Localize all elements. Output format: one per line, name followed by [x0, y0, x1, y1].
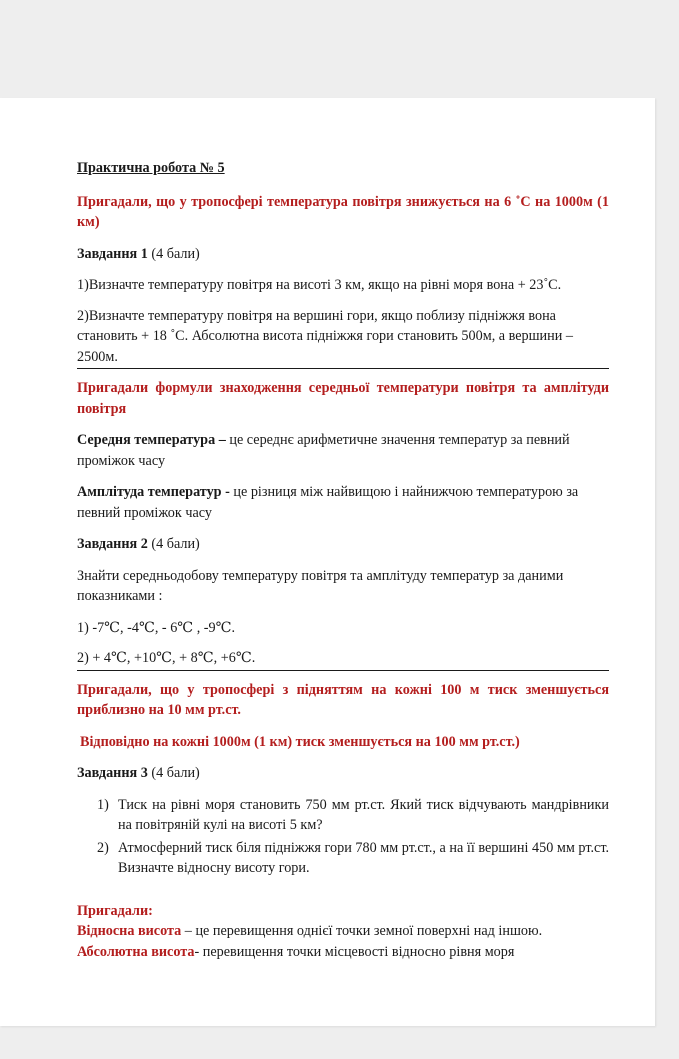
task3-points: (4 бали): [147, 765, 200, 781]
definition-mean-text: це середнє арифметичне значення температур за певний проміжок часу: [77, 432, 570, 469]
task3-item-number: 1): [97, 796, 109, 813]
recall-relative-height: [77, 921, 609, 942]
definition-amplitude-term: Амплітуда температур -: [77, 484, 230, 500]
task2-heading: Завдання 2: [77, 536, 148, 552]
reminder-pressure-gradient: Пригадали, що у тропосфері з підняттям на кожні 100 м тиск зменшується приблизно на 10 мм рт.ст.: [77, 681, 609, 718]
task2-data-row-2: 2) + 4℃, +10℃, + 8℃, +6℃.: [77, 648, 609, 671]
task1-question-2: 2)Визначте температуру повітря на вершині гори, якщо поблизу підніжжя вона становить + 18 ˚С. Абсолютна висота підніжжя гори становить 500м, а вершини – 2500м.: [77, 306, 609, 370]
reminder-temperature-gradient: Пригадали, що у тропосфері температура повітря знижується на 6 ˚С на 1000м (1 км): [77, 193, 609, 230]
reminder-pressure-per-km: Відповідно на кожні 1000м (1 км) тиск зменшується на 100 мм рт.ст.): [80, 733, 520, 750]
task3-item-number: 2): [97, 839, 109, 856]
definition-amplitude-text: це різниця між найвищою і найнижчою температурою за певний проміжок часу: [77, 484, 579, 521]
task3-heading: Завдання 3: [77, 765, 148, 781]
document-page: [0, 98, 655, 1026]
task2-heading-line: [77, 534, 609, 555]
task3-heading-line: [77, 763, 609, 784]
task1-heading: Завдання 1: [77, 245, 148, 262]
recall-absolute-term: Абсолютна висота: [77, 943, 195, 960]
reminder-formulas: Пригадали формули знаходження середньої температури повітря та амплітуди повітря: [77, 380, 609, 417]
recall-absolute-text: - перевищення точки місцевості відносно рівня моря: [194, 943, 515, 960]
definition-mean-temperature: [77, 430, 609, 471]
task3-item-text: Тиск на рівні моря становить 750 мм рт.ст. Який тиск відчувають мандрівники на повітряній кулі на висоті 5 км?: [118, 796, 609, 833]
recall-absolute-height: [77, 942, 609, 963]
task3-list: [77, 795, 609, 879]
recall-relative-text: – це перевищення однієї точки земної поверхні над іншою.: [181, 923, 543, 939]
task3-item-1: [77, 795, 609, 836]
definition-mean-term: Середня температура –: [77, 432, 226, 448]
definition-amplitude: [77, 482, 609, 523]
task3-item-text: Атмосферний тиск біля підніжжя гори 780 мм рт.ст., а на її вершині 450 мм рт.ст. Визначте відносну висоту гори.: [118, 839, 609, 876]
document-content: [77, 158, 609, 962]
task1-heading-line: [77, 244, 609, 265]
task3-item-2: [77, 838, 609, 879]
recall-relative-term: Відносна висота: [77, 923, 182, 939]
task2-text: Знайти середньодобову температуру повітря та амплітуду температур за даними показниками :: [77, 567, 564, 604]
task2-data-row-1: 1) -7℃, -4℃, - 6℃ , -9℃.: [77, 619, 236, 636]
task2-points: (4 бали): [147, 536, 200, 552]
recall-heading: Пригадали:: [77, 902, 153, 919]
document-title: Практична робота № 5: [77, 160, 225, 176]
task1-question-1: 1)Визначте температуру повітря на висоті 3 км, якщо на рівні моря вона + 23˚С.: [77, 277, 562, 293]
task1-points: (4 бали): [147, 245, 200, 262]
